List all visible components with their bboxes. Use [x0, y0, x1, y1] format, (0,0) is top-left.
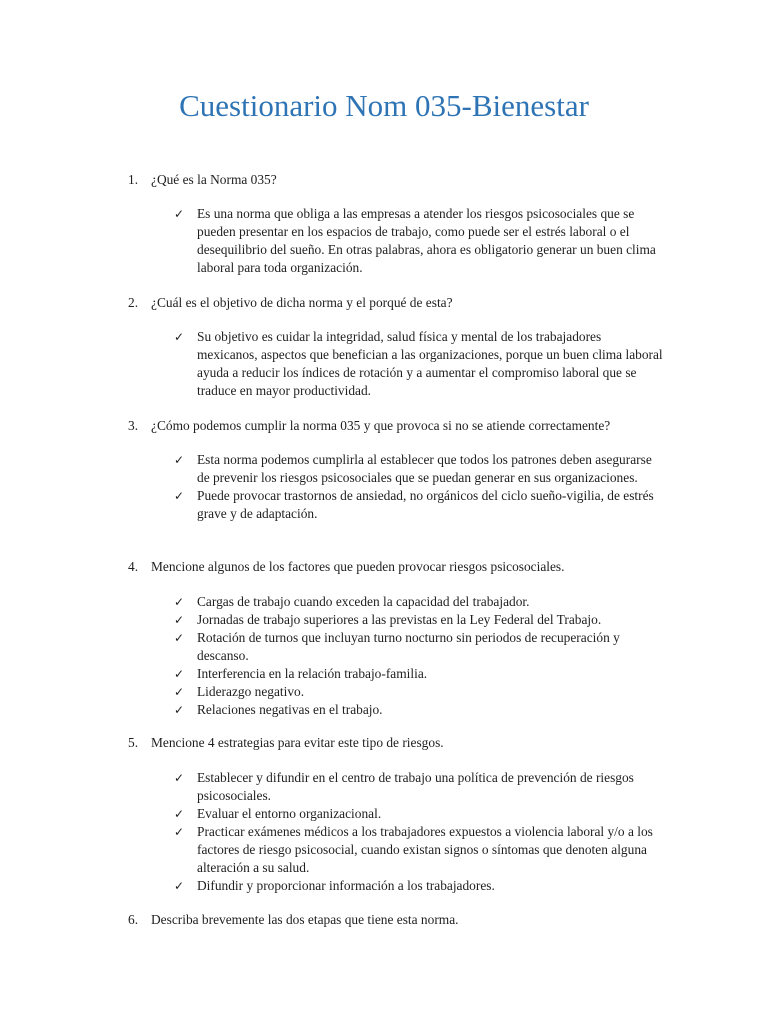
- question-text: Describa brevemente las dos etapas que tiene esta norma.: [151, 912, 459, 927]
- answer-text: Evaluar el entorno organizacional.: [197, 806, 382, 821]
- checkmark-icon: ✓: [174, 879, 185, 893]
- answer-item: [174, 823, 664, 877]
- answer-text: Relaciones negativas en el trabajo.: [197, 702, 383, 717]
- answer-item: [174, 328, 664, 400]
- answer-text: Cargas de trabajo cuando exceden la capacidad del trabajador.: [197, 594, 530, 609]
- answer-item: [174, 611, 664, 629]
- answer-text: Interferencia en la relación trabajo-familia.: [197, 666, 428, 681]
- checkmark-icon: ✓: [174, 595, 185, 609]
- answer-item: [174, 805, 664, 823]
- checkmark-icon: ✓: [174, 453, 185, 467]
- answer-text: Jornadas de trabajo superiores a las previstas en la Ley Federal del Trabajo.: [197, 612, 602, 627]
- question-text: ¿Cuál es el objetivo de dicha norma y el porqué de esta?: [151, 295, 453, 310]
- answer-text: Practicar exámenes médicos a los trabajadores expuestos a violencia laboral y/o a los factores de riesgo psicosocial, cuando existan signos o síntomas que denoten alguna alteración a su salud.: [197, 824, 653, 875]
- answer-item: [174, 665, 664, 683]
- answer-text: Su objetivo es cuidar la integridad, salud física y mental de los trabajadores mexicanos, aspectos que benefician a las organizaciones, porque un buen clima laboral ayuda a reducir los índices de rotación y a aumentar el compromiso laboral que se traduce en mayor productividad.: [197, 329, 663, 398]
- question-number: 5.: [128, 735, 139, 750]
- answer-item: [174, 769, 664, 805]
- checkmark-icon: ✓: [174, 489, 185, 503]
- checkmark-icon: ✓: [174, 685, 185, 699]
- answer-text: Puede provocar trastornos de ansiedad, no orgánicos del ciclo sueño-vigilia, de estrés grave y de adaptación.: [197, 488, 654, 521]
- answer-item: [174, 451, 664, 487]
- answer-list: [174, 593, 664, 719]
- answer-text: Liderazgo negativo.: [197, 684, 305, 699]
- answer-item: [174, 593, 664, 611]
- answer-text: Establecer y difundir en el centro de trabajo una política de prevención de riesgos psicosociales.: [197, 770, 634, 803]
- answer-list: [174, 328, 664, 400]
- checkmark-icon: ✓: [174, 330, 185, 344]
- answer-item: [174, 629, 664, 665]
- question-text: Mencione algunos de los factores que pueden provocar riesgos psicosociales.: [151, 559, 565, 574]
- answer-text: Esta norma podemos cumplirla al establecer que todos los patrones deben asegurarse de prevenir los riesgos psicosociales que se puedan generar en sus organizaciones.: [197, 452, 652, 485]
- answer-text: Es una norma que obliga a las empresas a atender los riesgos psicosociales que se pueden presentar en los espacios de trabajo, como puede ser el estrés laboral o el desequilibrio del sueño. En otras palabras, ahora es obligatorio generar un buen clima laboral para toda organización.: [197, 206, 656, 275]
- checkmark-icon: ✓: [174, 207, 185, 221]
- answer-item: [174, 701, 664, 719]
- checkmark-icon: ✓: [174, 807, 185, 821]
- document-title: Cuestionario Nom 035-Bienestar: [179, 88, 589, 123]
- question-number: 3.: [128, 418, 139, 433]
- checkmark-icon: ✓: [174, 613, 185, 627]
- question-text: Mencione 4 estrategias para evitar este tipo de riesgos.: [151, 735, 444, 750]
- checkmark-icon: ✓: [174, 631, 185, 645]
- question-number: 2.: [128, 295, 139, 310]
- answer-item: [174, 487, 664, 523]
- question-text: ¿Qué es la Norma 035?: [151, 172, 277, 187]
- answer-item: [174, 877, 664, 895]
- question-text: ¿Cómo podemos cumplir la norma 035 y que provoca si no se atiende correctamente?: [151, 418, 611, 433]
- checkmark-icon: ✓: [174, 667, 185, 681]
- answer-text: Difundir y proporcionar información a los trabajadores.: [197, 878, 495, 893]
- checkmark-icon: ✓: [174, 825, 185, 839]
- answer-item: [174, 683, 664, 701]
- answer-list: [174, 769, 664, 895]
- checkmark-icon: ✓: [174, 771, 185, 785]
- question-number: 4.: [128, 559, 139, 574]
- question-number: 1.: [128, 172, 139, 187]
- question-number: 6.: [128, 912, 139, 927]
- answer-item: [174, 205, 664, 277]
- answer-text: Rotación de turnos que incluyan turno nocturno sin periodos de recuperación y descanso.: [197, 630, 620, 663]
- checkmark-icon: ✓: [174, 703, 185, 717]
- answer-list: [174, 205, 664, 277]
- answer-list: [174, 451, 664, 523]
